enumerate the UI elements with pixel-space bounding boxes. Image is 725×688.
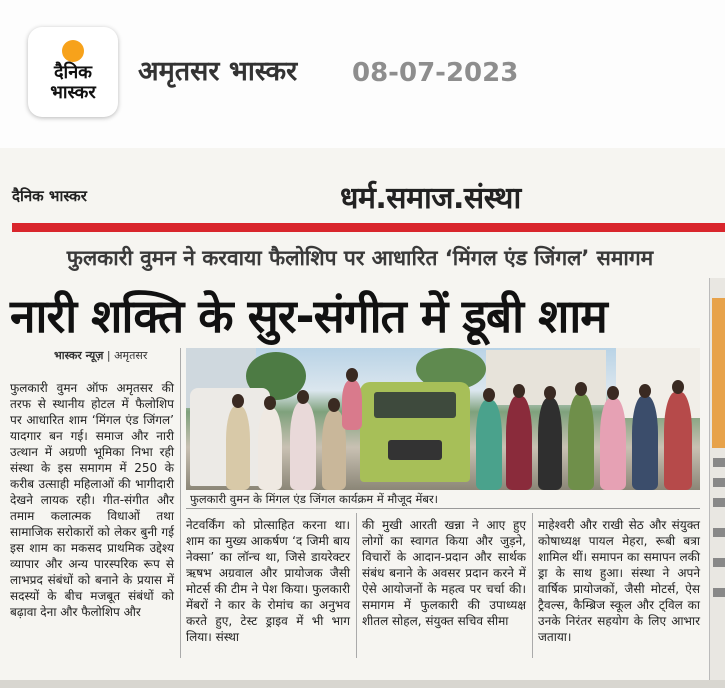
publication-name: दैनिक भास्कर xyxy=(12,187,87,205)
article-column-left: फुलकारी वुमन ऑफ अमृतसर की तरफ से स्थानीय होटल में फैलोशिप पर आधारित शाम ‘मिंगल एंड जिंगल’ यादगार बन गई। समाज और नारी उत्थान में अग्रणी भूमिका निभा रही संस्था के इस समागम में 250 के करीब उत्साही महिलाओं की भागीदारी देखने लायक रही। गीत-संगीत और तमाम कलात्मक विधाओं तथा सामाजिक सरोकारों को लेकर बुनी गई इस शाम का मकसद प्राथमिक उद्देश्य व्यापार और अन्य पारस्परिक रूप से लाभप्रद संबंधों को बनाने के प्रयास में सदस्यों के बीच मजबूत संबंधों को बढ़ावा देना और फैलोशिप और xyxy=(10,381,174,619)
column-rule xyxy=(532,513,533,658)
edition-title: अमृतसर भास्कर xyxy=(138,56,298,87)
app-header xyxy=(0,0,725,148)
byline-source: भास्कर न्यूज़ xyxy=(54,349,104,362)
column-rule xyxy=(180,348,181,658)
article-headline: नारी शक्ति के सुर-संगीत में डूबी शाम xyxy=(10,289,607,343)
byline: भास्कर न्यूज़ | अमृतसर xyxy=(54,349,148,362)
article-column-1: नेटवर्किंग को प्रोत्साहित करना था। शाम का मुख्य आकर्षण ‘द जिमी बाय नेक्सा’ का लॉन्च था, जिसे डायरेक्टर ऋषभ अग्रवाल और प्रायोजक जैसी मोटर्स की टीम ने पेश किया। फुलकारी मेंबरों ने कार के रोमांच का अनुभव करते हुए, टेस्ट ड्राइव में भी भाग लिया। संस्था xyxy=(186,518,350,644)
sun-icon xyxy=(62,40,84,62)
newspaper-clipping[interactable] xyxy=(0,148,725,688)
section-divider xyxy=(12,223,725,232)
caption-rule xyxy=(186,508,700,509)
dainik-bhaskar-logo[interactable] xyxy=(28,27,118,117)
next-article-edge xyxy=(0,680,725,688)
logo-line-1: दैनिक xyxy=(53,62,93,83)
green-jimny-car xyxy=(360,382,470,482)
article-deck: फुलकारी वुमन ने करवाया फैलोशिप पर आधारित ‘मिंगल एंड जिंगल’ समागम xyxy=(66,246,654,270)
column-rule xyxy=(356,513,357,658)
adjacent-ad-edge xyxy=(712,298,725,448)
logo-line-2: भास्कर xyxy=(50,82,96,103)
byline-city: अमृतसर xyxy=(114,349,148,362)
edition-date: 08-07-2023 xyxy=(352,58,519,88)
section-title: धर्म.समाज.संस्था xyxy=(340,181,521,216)
article-column-2: की मुखी आरती खन्ना ने आए हुए लोगों का स्वागत किया और जुड़ने, विचारों के आदान-प्रदान और सार्थक संबंध बनाने के अवसर प्रदान करने में ऐसे आयोजनों के महत्व पर चर्चा की। समागम में फुलकारी की उपाध्यक्ष शीतल सोहल, संयुक्त सचिव सीमा xyxy=(362,518,526,628)
photo-caption: फुलकारी वुमन के मिंगल एंड जिंगल कार्यक्रम में मौजूद मेंबर। xyxy=(190,492,439,506)
article-column-3: माहेश्वरी और राखी सेठ और संयुक्त कोषाध्यक्ष पायल मेहरा, रूबी बत्रा शामिल थीं। समापन का समापन लकी ड्रा के साथ हुआ। संस्था ने अपने वार्षिक प्रायोजकों, जैसी मोटर्स, ऐस ट्रैवल्स, कैम्ब्रिज स्कूल और ट्विल का उनके निरंतर सहयोग के लिए आभार जताया। xyxy=(538,518,700,644)
group-photo xyxy=(186,348,700,490)
